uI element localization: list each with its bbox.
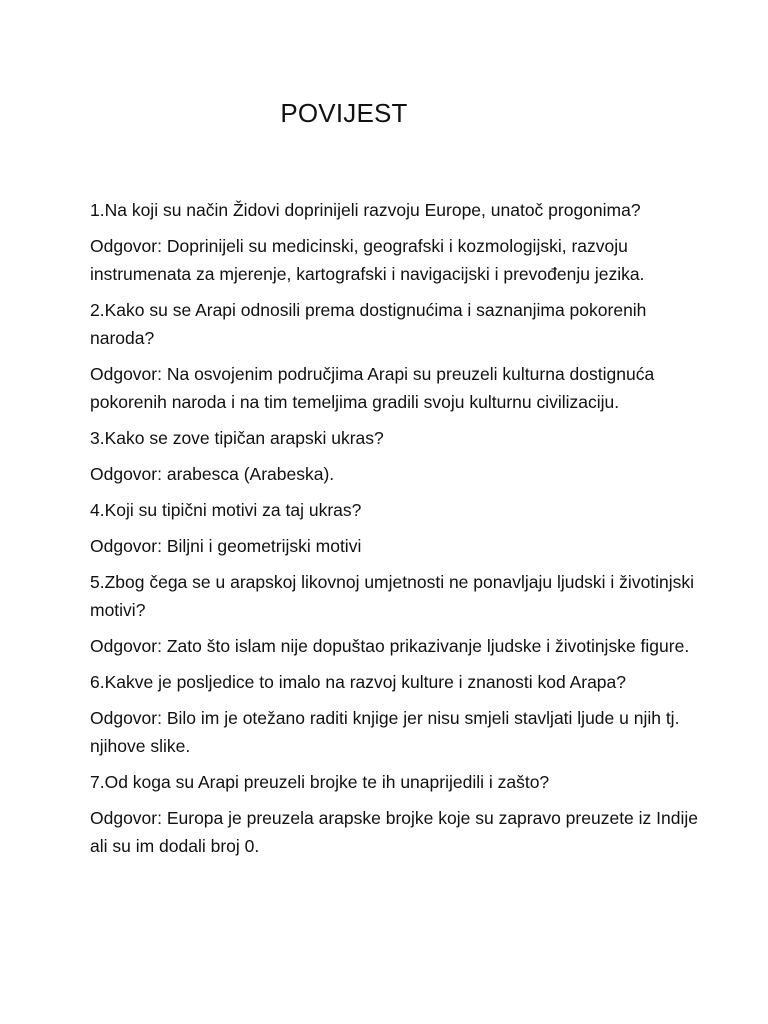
qa-content — [90, 196, 700, 868]
question-5: 5.Zbog čega se u arapskoj likovnoj umjetnosti ne ponavljaju ljudski i životinjski motivi? — [90, 572, 695, 620]
answer-4: Odgovor: Biljni i geometrijski motivi — [90, 536, 362, 556]
document-title: POVIJEST — [280, 98, 408, 128]
question-3: 3.Kako se zove tipičan arapski ukras? — [90, 428, 384, 448]
question-6: 6.Kakve je posljedice to imalo na razvoj kulture i znanosti kod Arapa? — [90, 672, 626, 692]
answer-6: Odgovor: Bilo im je otežano raditi knjige jer nisu smjeli stavljati ljude u njih tj. njihove slike. — [90, 708, 680, 756]
question-4: 4.Koji su tipični motivi za taj ukras? — [90, 500, 362, 520]
answer-1: Odgovor: Doprinijeli su medicinski, geografski i kozmologijski, razvoju instrumenata za mjerenje, kartografski i navigacijski i prevođenju jezika. — [90, 236, 645, 284]
question-7: 7.Od koga su Arapi preuzeli brojke te ih unaprijedili i zašto? — [90, 772, 550, 792]
question-1: 1.Na koji su način Židovi doprinijeli razvoju Europe, unatoč progonima? — [90, 200, 641, 220]
answer-2: Odgovor: Na osvojenim područjima Arapi su preuzeli kulturna dostignuća pokorenih naroda i na tim temeljima gradili svoju kulturnu civilizaciju. — [90, 364, 655, 412]
answer-7: Odgovor: Europa je preuzela arapske brojke koje su zapravo preuzete iz Indije ali su im dodali broj 0. — [90, 808, 698, 856]
answer-5: Odgovor: Zato što islam nije dopuštao prikazivanje ljudske i životinjske figure. — [90, 636, 690, 656]
answer-3: Odgovor: arabesca (Arabeska). — [90, 464, 335, 484]
question-2: 2.Kako su se Arapi odnosili prema dostignućima i saznanjima pokorenih naroda? — [90, 300, 647, 348]
